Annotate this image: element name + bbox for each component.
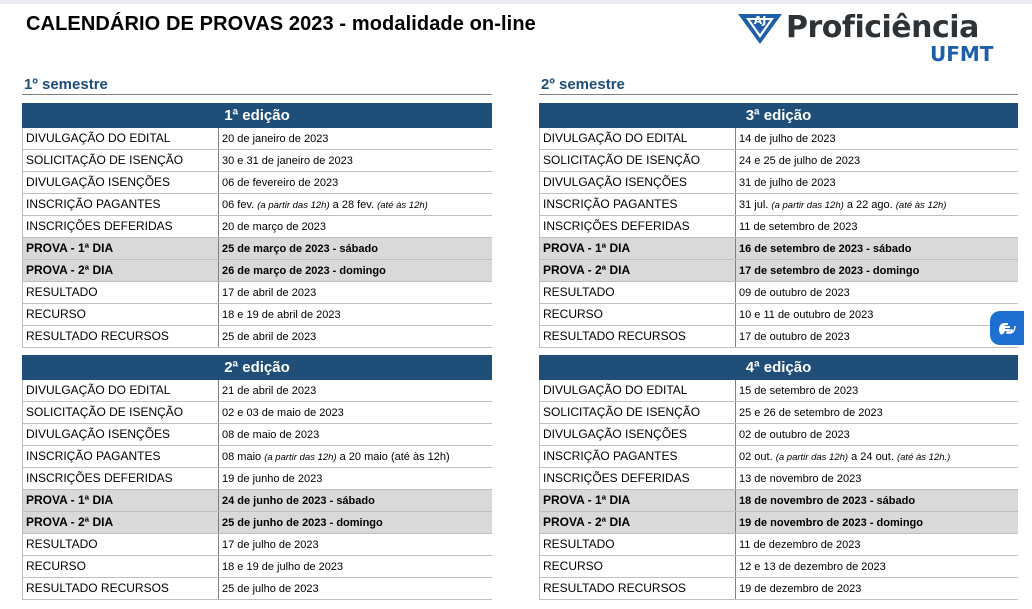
- page-title: CALENDÁRIO DE PROVAS 2023 - modalidade on-line: [26, 13, 536, 35]
- table-row: [540, 194, 1018, 216]
- row-value: 18 de novembro de 2023 - sábado: [739, 495, 916, 507]
- row-label: INSCRIÇÕES DEFERIDAS: [540, 468, 736, 489]
- top-bar: [0, 0, 1032, 4]
- edition-2: [22, 355, 492, 600]
- row-value: 30 e 31 de janeiro de 2023: [222, 155, 353, 167]
- row-value-part: (a partir das 12h): [264, 452, 337, 463]
- row-value: 12 e 13 de dezembro de 2023: [739, 561, 886, 573]
- row-label: RESULTADO RECURSOS: [540, 578, 736, 599]
- table-row: [23, 402, 492, 424]
- row-value-part: a 22 ago.: [843, 199, 896, 211]
- semester-2: [539, 75, 1018, 600]
- table-row: [23, 172, 492, 194]
- table-row: [23, 556, 492, 578]
- table-row: [540, 424, 1018, 446]
- row-label: RESULTADO: [540, 534, 736, 555]
- row-value: 09 de outubro de 2023: [739, 287, 850, 299]
- row-value: [736, 446, 1018, 467]
- row-value: 08 de maio de 2023: [222, 429, 320, 441]
- row-label: DIVULGAÇÃO ISENÇÕES: [540, 172, 736, 193]
- row-value-part: 31 jul.: [739, 199, 772, 211]
- table-row: [540, 446, 1018, 468]
- row-value: 02 e 03 de maio de 2023: [222, 407, 344, 419]
- proficiencia-logo: [736, 8, 1016, 68]
- table-row: [23, 128, 492, 150]
- row-label: DIVULGAÇÃO ISENÇÕES: [23, 424, 219, 445]
- row-value: 24 e 25 de julho de 2023: [739, 155, 861, 167]
- row-value: 24 de junho de 2023 - sábado: [222, 495, 375, 507]
- table-row: [540, 402, 1018, 424]
- semester-title: 1º semestre: [22, 75, 492, 95]
- row-value: 06 de fevereiro de 2023: [222, 177, 339, 189]
- row-label: RESULTADO RECURSOS: [23, 326, 219, 347]
- table-row: [540, 468, 1018, 490]
- row-label: DIVULGAÇÃO ISENÇÕES: [540, 424, 736, 445]
- row-value-part: (até às 12h): [377, 200, 428, 211]
- table-row: [540, 216, 1018, 238]
- row-label: RECURSO: [23, 556, 219, 577]
- row-value-part: (a partir das 12h): [775, 452, 849, 463]
- table-row: [540, 282, 1018, 304]
- row-value: 20 de janeiro de 2023: [222, 133, 329, 145]
- row-value-part: a 20 maio (até às 12h): [336, 451, 450, 463]
- row-value: 02 de outubro de 2023: [739, 429, 850, 441]
- row-label: DIVULGAÇÃO DO EDITAL: [23, 128, 219, 149]
- edition-4: [539, 355, 1018, 600]
- table-row: [23, 534, 492, 556]
- row-value-part: a 24 out.: [848, 451, 897, 463]
- semester-title: 2º semestre: [539, 75, 1018, 95]
- edition-table: [539, 128, 1018, 348]
- row-label: RECURSO: [540, 556, 736, 577]
- table-row: [540, 490, 1018, 512]
- row-label: SOLICITAÇÃO DE ISENÇÃO: [540, 150, 736, 171]
- row-label: PROVA - 2ª DIA: [23, 260, 219, 281]
- row-value: 16 de setembro de 2023 - sábado: [739, 243, 912, 255]
- row-value-part: (até às 12h): [895, 200, 947, 211]
- row-value: 18 e 19 de julho de 2023: [222, 561, 344, 573]
- row-label: DIVULGAÇÃO ISENÇÕES: [23, 172, 219, 193]
- table-row: [540, 556, 1018, 578]
- row-value: 10 e 11 de outubro de 2023: [739, 309, 874, 321]
- row-value-part: a 28 fev.: [329, 199, 378, 211]
- edition-table: [22, 128, 492, 348]
- row-label: DIVULGAÇÃO DO EDITAL: [540, 380, 736, 401]
- edition-table: [22, 380, 492, 600]
- edition-header: 2ª edição: [22, 355, 492, 380]
- table-row: [540, 304, 1018, 326]
- table-row: [23, 150, 492, 172]
- row-value-part: 06 fev.: [222, 199, 258, 211]
- row-label: RECURSO: [23, 304, 219, 325]
- logo-sub: UFMT: [930, 42, 994, 66]
- row-value: 25 de março de 2023 - sábado: [222, 243, 378, 255]
- row-value: 15 de setembro de 2023: [739, 385, 859, 397]
- row-value-part: (a partir das 12h): [771, 200, 844, 211]
- row-label: INSCRIÇÃO PAGANTES: [23, 446, 219, 467]
- row-label: DIVULGAÇÃO DO EDITAL: [540, 128, 736, 149]
- table-row: [23, 380, 492, 402]
- row-value: 25 de junho de 2023 - domingo: [222, 517, 383, 529]
- sign-language-hands-icon: [995, 316, 1019, 340]
- row-value: [219, 446, 492, 467]
- row-label: PROVA - 2ª DIA: [540, 260, 736, 281]
- table-row: [23, 304, 492, 326]
- row-value: 17 de julho de 2023: [222, 539, 319, 551]
- accessibility-widget-button[interactable]: [990, 311, 1024, 345]
- row-value-part: 08 maio: [222, 451, 265, 463]
- table-row: [23, 326, 492, 348]
- row-label: SOLICITAÇÃO DE ISENÇÃO: [540, 402, 736, 423]
- row-label: RESULTADO RECURSOS: [23, 578, 219, 599]
- row-value: 19 de dezembro de 2023: [739, 583, 862, 595]
- table-row: [23, 194, 492, 216]
- row-value: 25 de abril de 2023: [222, 331, 317, 343]
- row-value: 31 de julho de 2023: [739, 177, 836, 189]
- table-row: [23, 238, 492, 260]
- table-row: [540, 260, 1018, 282]
- row-label: PROVA - 1ª DIA: [540, 238, 736, 259]
- edition-3: [539, 103, 1018, 348]
- row-value: 11 de setembro de 2023: [739, 221, 858, 233]
- row-label: INSCRIÇÕES DEFERIDAS: [540, 216, 736, 237]
- edition-header: 3ª edição: [539, 103, 1018, 128]
- table-row: [23, 578, 492, 600]
- edition-1: [22, 103, 492, 348]
- logo-mark-icon: [736, 10, 784, 46]
- row-label: SOLICITAÇÃO DE ISENÇÃO: [23, 150, 219, 171]
- table-row: [23, 490, 492, 512]
- row-label: RECURSO: [540, 304, 736, 325]
- table-row: [540, 578, 1018, 600]
- row-label: RESULTADO: [540, 282, 736, 303]
- row-value: 17 de abril de 2023: [222, 287, 317, 299]
- row-label: DIVULGAÇÃO DO EDITAL: [23, 380, 219, 401]
- row-label: INSCRIÇÕES DEFERIDAS: [23, 468, 219, 489]
- row-value: 13 de novembro de 2023: [739, 473, 862, 485]
- edition-header: 1ª edição: [22, 103, 492, 128]
- row-label: PROVA - 1ª DIA: [23, 490, 219, 511]
- row-label: PROVA - 2ª DIA: [23, 512, 219, 533]
- table-row: [540, 150, 1018, 172]
- row-label: RESULTADO: [23, 534, 219, 555]
- row-value: 18 e 19 de abril de 2023: [222, 309, 341, 321]
- table-row: [23, 468, 492, 490]
- table-row: [540, 238, 1018, 260]
- logo-mark-text: AJ: [753, 14, 767, 27]
- row-value: 21 de abril de 2023: [222, 385, 317, 397]
- row-value: 19 de novembro de 2023 - domingo: [739, 517, 923, 529]
- table-row: [23, 260, 492, 282]
- row-label: INSCRIÇÃO PAGANTES: [540, 194, 736, 215]
- row-value: 11 de dezembro de 2023: [739, 539, 861, 551]
- semester-1: [22, 75, 492, 600]
- row-label: PROVA - 2ª DIA: [540, 512, 736, 533]
- table-row: [23, 282, 492, 304]
- row-label: PROVA - 1ª DIA: [540, 490, 736, 511]
- table-row: [540, 128, 1018, 150]
- table-row: [23, 512, 492, 534]
- row-value: 19 de junho de 2023: [222, 473, 323, 485]
- table-row: [540, 512, 1018, 534]
- row-value: 17 de setembro de 2023 - domingo: [739, 265, 920, 277]
- row-value: 25 de julho de 2023: [222, 583, 319, 595]
- table-row: [23, 216, 492, 238]
- table-row: [540, 172, 1018, 194]
- row-label: RESULTADO: [23, 282, 219, 303]
- row-label: INSCRIÇÃO PAGANTES: [23, 194, 219, 215]
- row-value: 17 de outubro de 2023: [739, 331, 850, 343]
- table-row: [23, 424, 492, 446]
- row-value: [736, 194, 1018, 215]
- row-label: INSCRIÇÃO PAGANTES: [540, 446, 736, 467]
- row-value: 14 de julho de 2023: [739, 133, 836, 145]
- logo-name: Proficiência: [786, 10, 979, 45]
- edition-header: 4ª edição: [539, 355, 1018, 380]
- row-value-part: (a partir das 12h): [257, 200, 330, 211]
- table-row: [540, 534, 1018, 556]
- table-row: [540, 380, 1018, 402]
- table-row: [540, 326, 1018, 348]
- row-value: 26 de março de 2023 - domingo: [222, 265, 386, 277]
- row-value: [219, 194, 492, 215]
- row-label: PROVA - 1ª DIA: [23, 238, 219, 259]
- row-label: INSCRIÇÕES DEFERIDAS: [23, 216, 219, 237]
- row-label: SOLICITAÇÃO DE ISENÇÃO: [23, 402, 219, 423]
- row-value-part: (até às 12h.): [896, 452, 951, 463]
- edition-table: [539, 380, 1018, 600]
- row-value-part: 02 out.: [739, 451, 776, 463]
- row-value: 20 de março de 2023: [222, 221, 326, 233]
- row-value: 25 e 26 de setembro de 2023: [739, 407, 883, 419]
- table-row: [23, 446, 492, 468]
- row-label: RESULTADO RECURSOS: [540, 326, 736, 347]
